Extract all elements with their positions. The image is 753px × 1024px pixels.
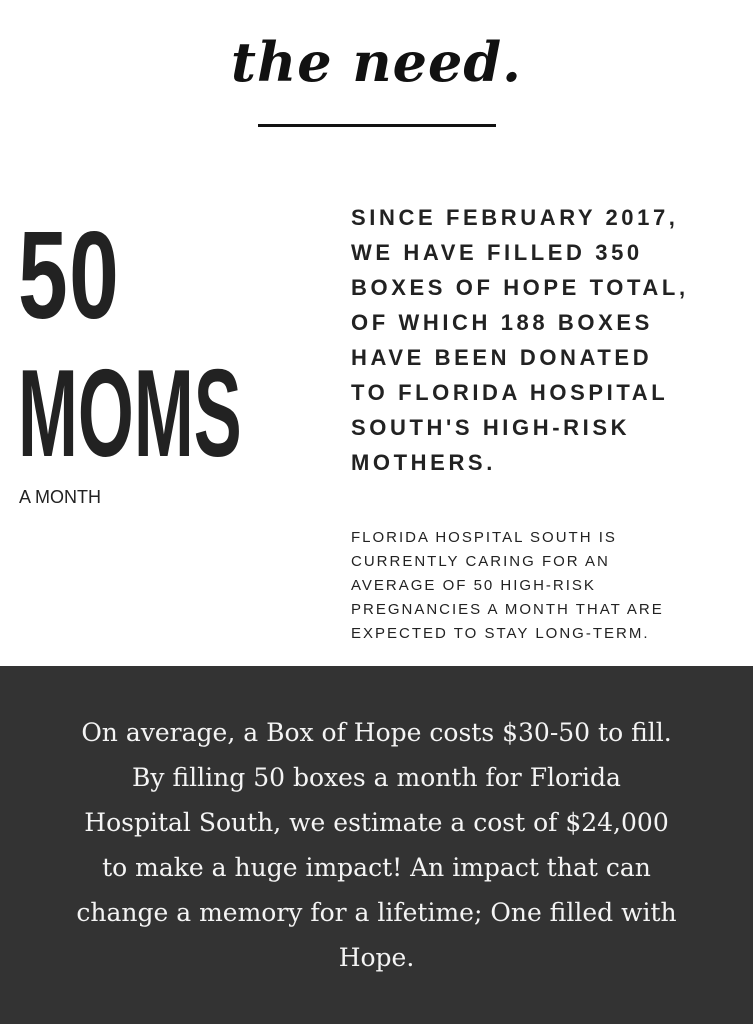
title-divider: [258, 124, 496, 127]
subtext: FLORIDA HOSPITAL SOUTH IS CURRENTLY CARING FOR AN AVERAGE OF 50 HIGH-RISK PREGNANCIES A MONTH THAT ARE EXPECTED TO STAY LONG-TERM.: [351, 529, 664, 642]
stat-number: 50: [18, 207, 121, 345]
cost-panel-text: On average, a Box of Hope costs $30-50 to fill. By filling 50 boxes a month for Florida Hospital South, we estimate a cost of $24,000 to make a huge impact! An impact that can change a memory for a lifetime; One filled with Hope.: [76, 718, 677, 972]
stat-period: A MONTH: [19, 487, 102, 507]
page-title: the need.: [231, 30, 522, 94]
stat-unit: MOMS: [18, 345, 242, 483]
headline-text: SINCE FEBRUARY 2017, WE HAVE FILLED 350 BOXES OF HOPE TOTAL, OF WHICH 188 BOXES HAVE BEEN DONATED TO FLORIDA HOSPITAL SOUTH'S HIGH-RISK MOTHERS.: [351, 205, 689, 475]
